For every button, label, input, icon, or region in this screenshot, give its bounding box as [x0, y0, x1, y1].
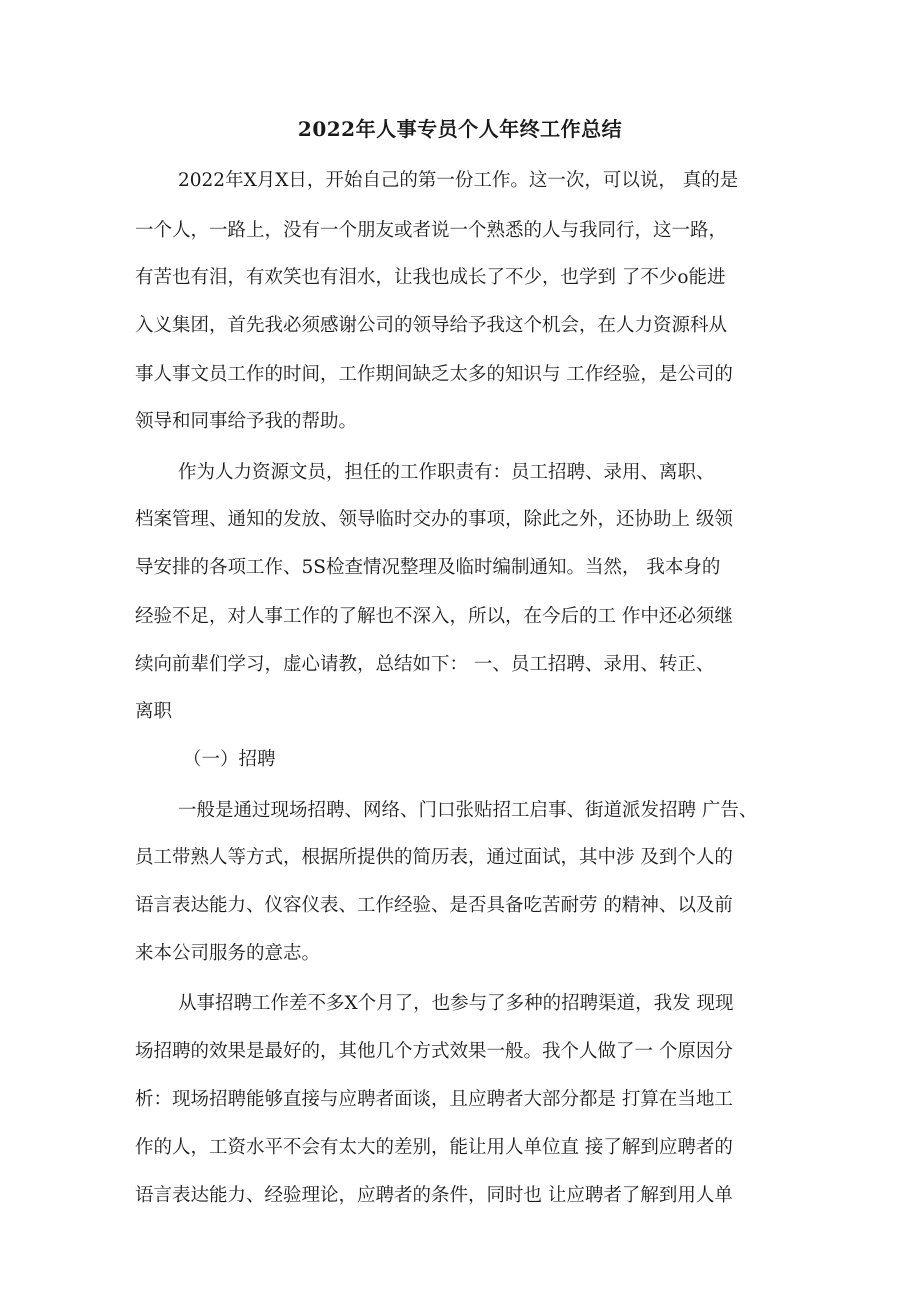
text-line: 析：现场招聘能够直接与应聘者面谈，且应聘者大部分都是 打算在当地工: [135, 1089, 733, 1110]
text-line: 有苦也有泪，有欢笑也有泪水，让我也成长了不少，也学到 了不少o能进: [135, 267, 726, 288]
document-title: 2022年人事专员个人年终工作总结: [297, 117, 623, 141]
text-line: 场招聘的效果是最好的，其他几个方式效果一般。我个人做了一 个原因分: [135, 1041, 733, 1062]
text-line: 续向前辈们学习，虚心请教，总结如下： 一、员工招聘、录用、转正、: [135, 654, 715, 675]
text-line: 员工带熟人等方式，根据所提供的简历表，通过面试，其中涉 及到个人的: [135, 847, 733, 868]
section-heading: （一）招聘: [183, 749, 276, 770]
text-line: 来本公司服务的意志。: [135, 943, 321, 964]
text-line: 导安排的各项工作、5S检查情况整理及临时编制通知。当然， 我本身的: [135, 557, 721, 578]
text-line: 作的人，工资水平不会有太大的差别，能让用人单位直 接了解到应聘者的: [135, 1137, 733, 1158]
text-line: 从事招聘工作差不多X个月了，也参与了多种的招聘渠道，我发 现现: [178, 993, 734, 1014]
text-line: 离职: [135, 701, 173, 722]
text-line: 档案管理、通知的发放、领导临时交办的事项，除此之外，还协助上 级领: [135, 509, 733, 530]
text-line: 经验不足，对人事工作的了解也不深入，所以，在今后的工 作中还必须继: [135, 606, 733, 627]
text-line: 领导和同事给予我的帮助。: [135, 411, 358, 432]
text-line: 入义集团，首先我必须感谢公司的领导给予我这个机会，在人力资源科从: [135, 315, 728, 336]
text-line: 事人事文员工作的时间，工作期间缺乏太多的知识与 工作经验，是公司的: [135, 364, 733, 385]
text-line: 作为人力资源文员，担任的工作职责有：员工招聘、录用、离职、: [178, 462, 715, 483]
text-line: 一般是通过现场招聘、网络、门口张贴招工启事、街道派发招聘 广告、: [178, 800, 758, 821]
text-line: 语言表达能力、经验理论，应聘者的条件，同时也 让应聘者了解到用人单: [135, 1185, 733, 1206]
text-line: 语言表达能力、仪容仪表、工作经验、是否具备吃苦耐劳 的精神、以及前: [135, 895, 733, 916]
text-line: 一个人，一路上，没有一个朋友或者说一个熟悉的人与我同行，这一路，: [135, 220, 728, 241]
text-line: 2022年X月X日，开始自己的第一份工作。这一次，可以说， 真的是: [178, 170, 739, 191]
